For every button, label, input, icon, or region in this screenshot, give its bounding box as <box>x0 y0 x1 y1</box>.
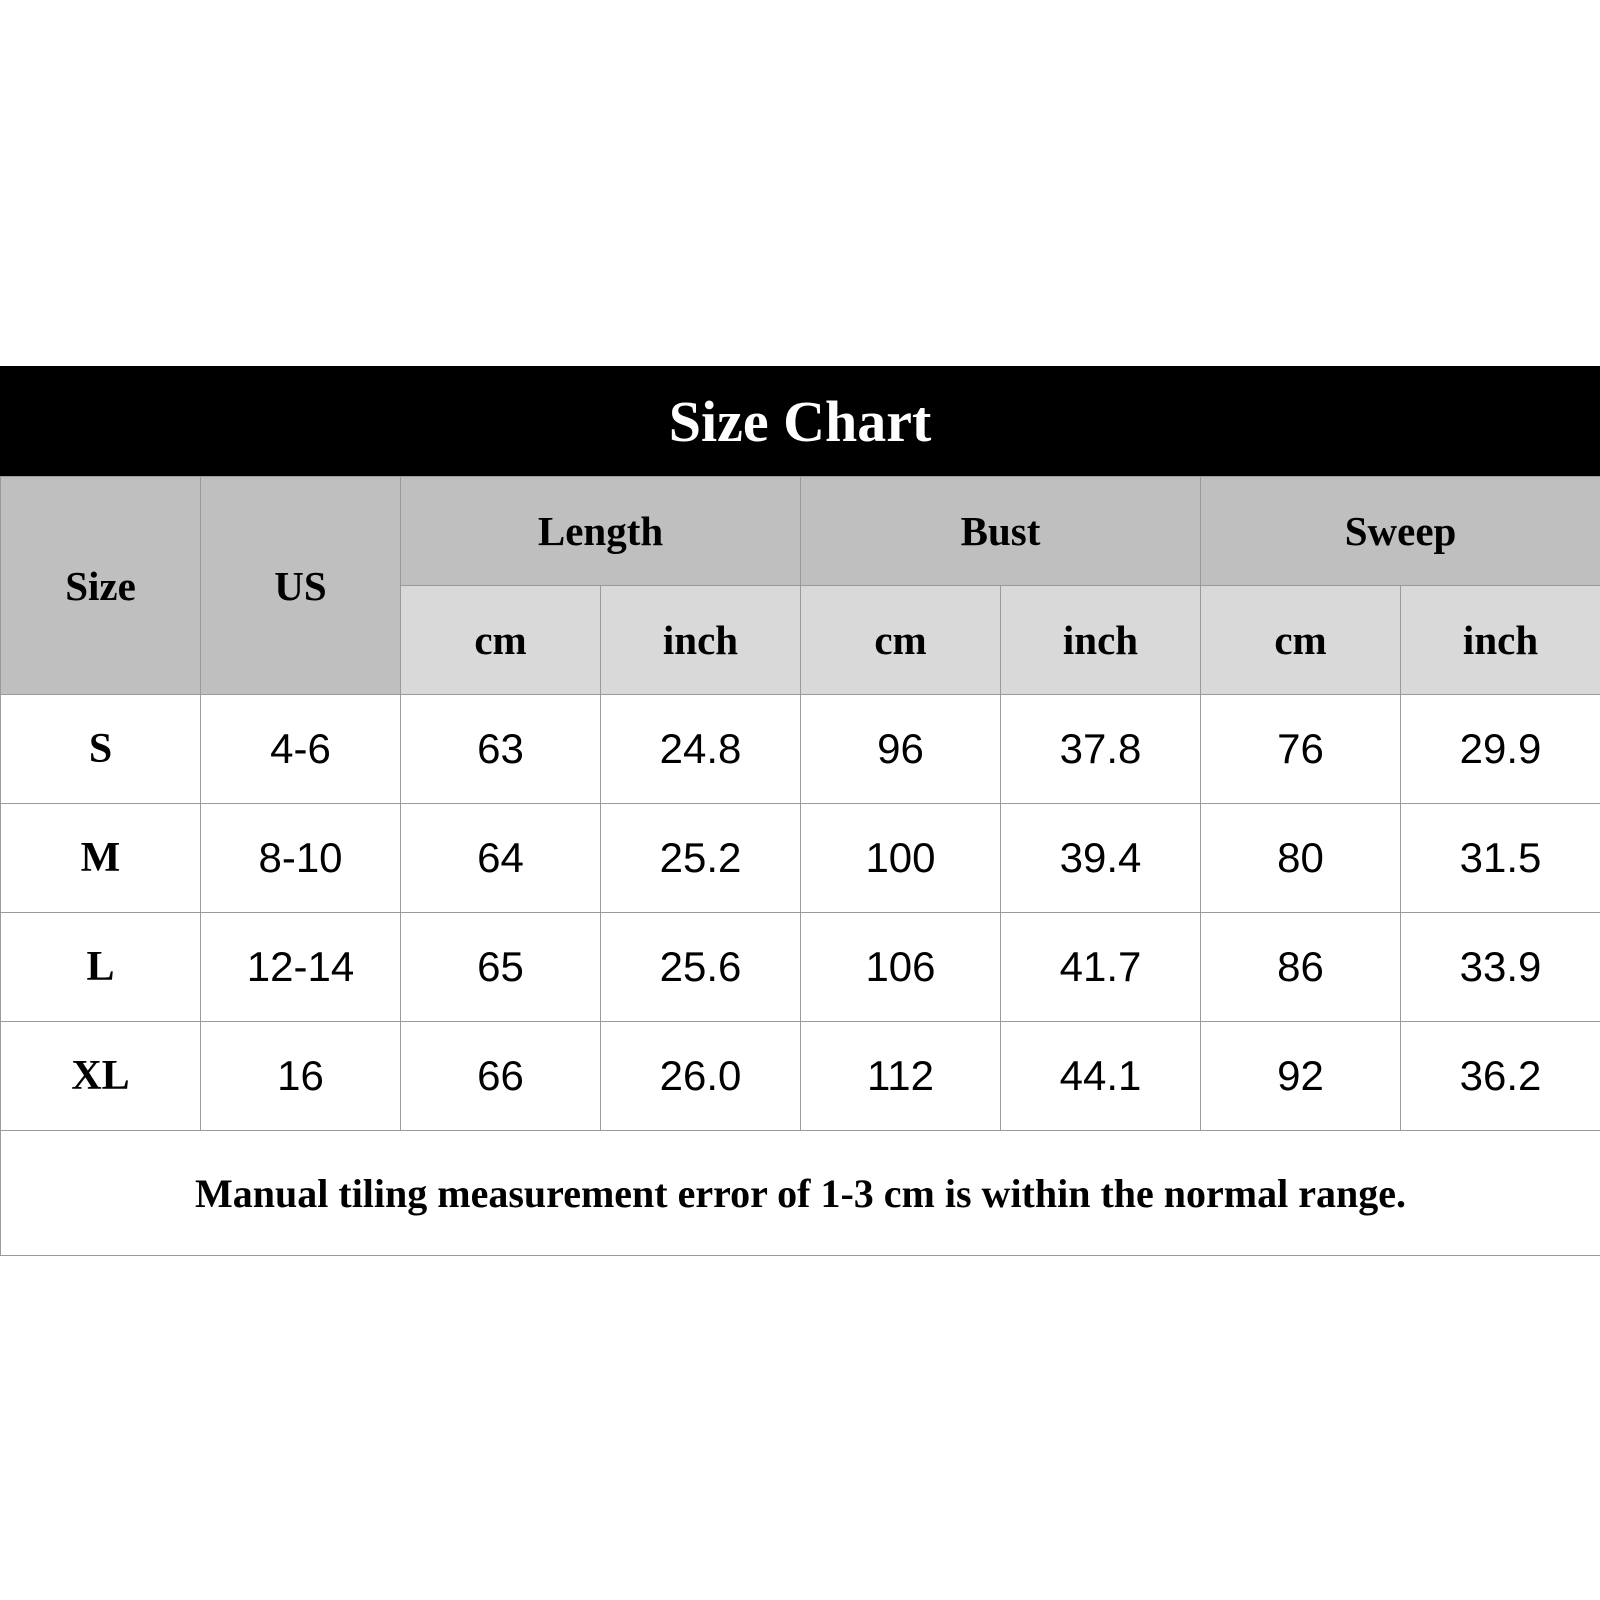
unit-bust-cm: cm <box>801 586 1001 695</box>
sweep-inch-cell: 33.9 <box>1401 913 1600 1022</box>
size-cell: XL <box>1 1022 201 1131</box>
length-cm-cell: 64 <box>401 804 601 913</box>
us-cell: 8-10 <box>201 804 401 913</box>
table-row <box>1 804 1600 913</box>
header-bust: Bust <box>801 477 1201 586</box>
header-row-groups <box>1 477 1600 586</box>
length-cm-cell: 63 <box>401 695 601 804</box>
bust-inch-cell: 41.7 <box>1001 913 1201 1022</box>
header-us: US <box>201 477 401 695</box>
unit-sweep-inch: inch <box>1401 586 1600 695</box>
bust-cm-cell: 112 <box>801 1022 1001 1131</box>
length-inch-cell: 25.6 <box>601 913 801 1022</box>
measurement-note: Manual tiling measurement error of 1-3 cm is within the normal range. <box>1 1131 1600 1256</box>
length-inch-cell: 24.8 <box>601 695 801 804</box>
sweep-cm-cell: 86 <box>1201 913 1401 1022</box>
unit-length-inch: inch <box>601 586 801 695</box>
size-cell: M <box>1 804 201 913</box>
unit-sweep-cm: cm <box>1201 586 1401 695</box>
sweep-inch-cell: 29.9 <box>1401 695 1600 804</box>
bust-cm-cell: 106 <box>801 913 1001 1022</box>
unit-bust-inch: inch <box>1001 586 1201 695</box>
us-cell: 4-6 <box>201 695 401 804</box>
table-row <box>1 913 1600 1022</box>
bust-inch-cell: 44.1 <box>1001 1022 1201 1131</box>
chart-title: Size Chart <box>0 366 1600 476</box>
length-cm-cell: 65 <box>401 913 601 1022</box>
table-row <box>1 695 1600 804</box>
sweep-cm-cell: 80 <box>1201 804 1401 913</box>
size-cell: S <box>1 695 201 804</box>
length-inch-cell: 25.2 <box>601 804 801 913</box>
bust-cm-cell: 96 <box>801 695 1001 804</box>
sweep-inch-cell: 31.5 <box>1401 804 1600 913</box>
size-chart <box>0 366 1600 1256</box>
bust-cm-cell: 100 <box>801 804 1001 913</box>
size-table <box>0 476 1600 1256</box>
unit-length-cm: cm <box>401 586 601 695</box>
length-cm-cell: 66 <box>401 1022 601 1131</box>
header-size: Size <box>1 477 201 695</box>
us-cell: 16 <box>201 1022 401 1131</box>
table-row <box>1 1022 1600 1131</box>
header-length: Length <box>401 477 801 586</box>
us-cell: 12-14 <box>201 913 401 1022</box>
header-sweep: Sweep <box>1201 477 1600 586</box>
note-row <box>1 1131 1600 1256</box>
bust-inch-cell: 37.8 <box>1001 695 1201 804</box>
sweep-cm-cell: 92 <box>1201 1022 1401 1131</box>
size-cell: L <box>1 913 201 1022</box>
bust-inch-cell: 39.4 <box>1001 804 1201 913</box>
length-inch-cell: 26.0 <box>601 1022 801 1131</box>
sweep-cm-cell: 76 <box>1201 695 1401 804</box>
sweep-inch-cell: 36.2 <box>1401 1022 1600 1131</box>
